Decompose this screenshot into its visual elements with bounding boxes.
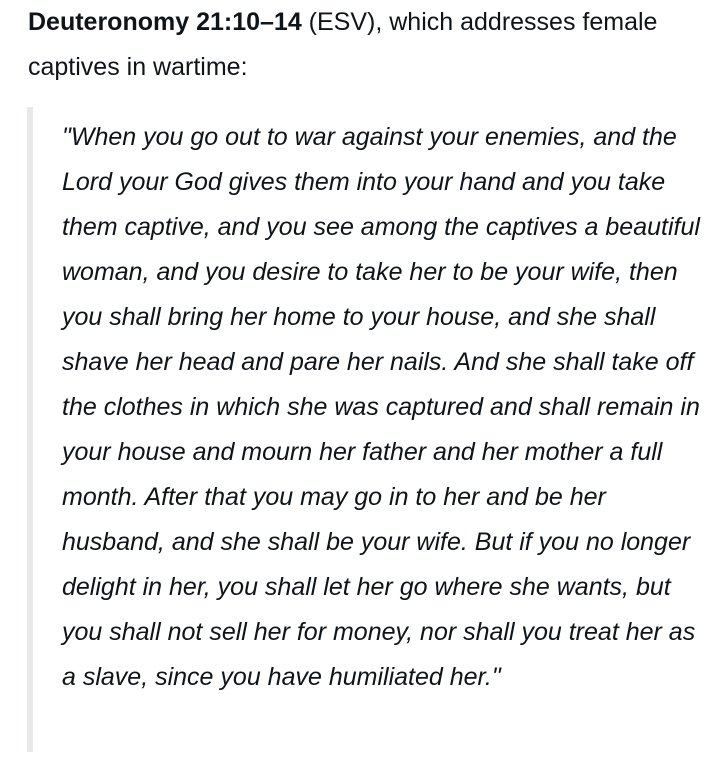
scripture-reference: Deuteronomy 21:10–14: [28, 8, 302, 36]
quote-text: "When you go out to war against your enemies, and the Lord your God gives them into your hand and you take them captive, and you see among the captives a beautiful woman, and you desire to take her to be your wife, then you shall bring her home to your house, and she shall shave her head and pare her nails. And she shall take off the clothes in which she was captured and shall remain in your house and mourn her father and her mother a full month. After that you may go in to her and be her husband, and she shall be your wife. But if you no longer delight in her, you shall let her go where she wants, but you shall not sell her for money, nor shall you treat her as a slave, since you have humiliated her.": [62, 123, 700, 691]
blockquote-bar: [27, 107, 33, 752]
intro-text: (ESV), which addresses female captives in wartime:: [28, 8, 658, 81]
intro-paragraph: [28, 0, 708, 90]
scripture-blockquote: [27, 107, 707, 752]
